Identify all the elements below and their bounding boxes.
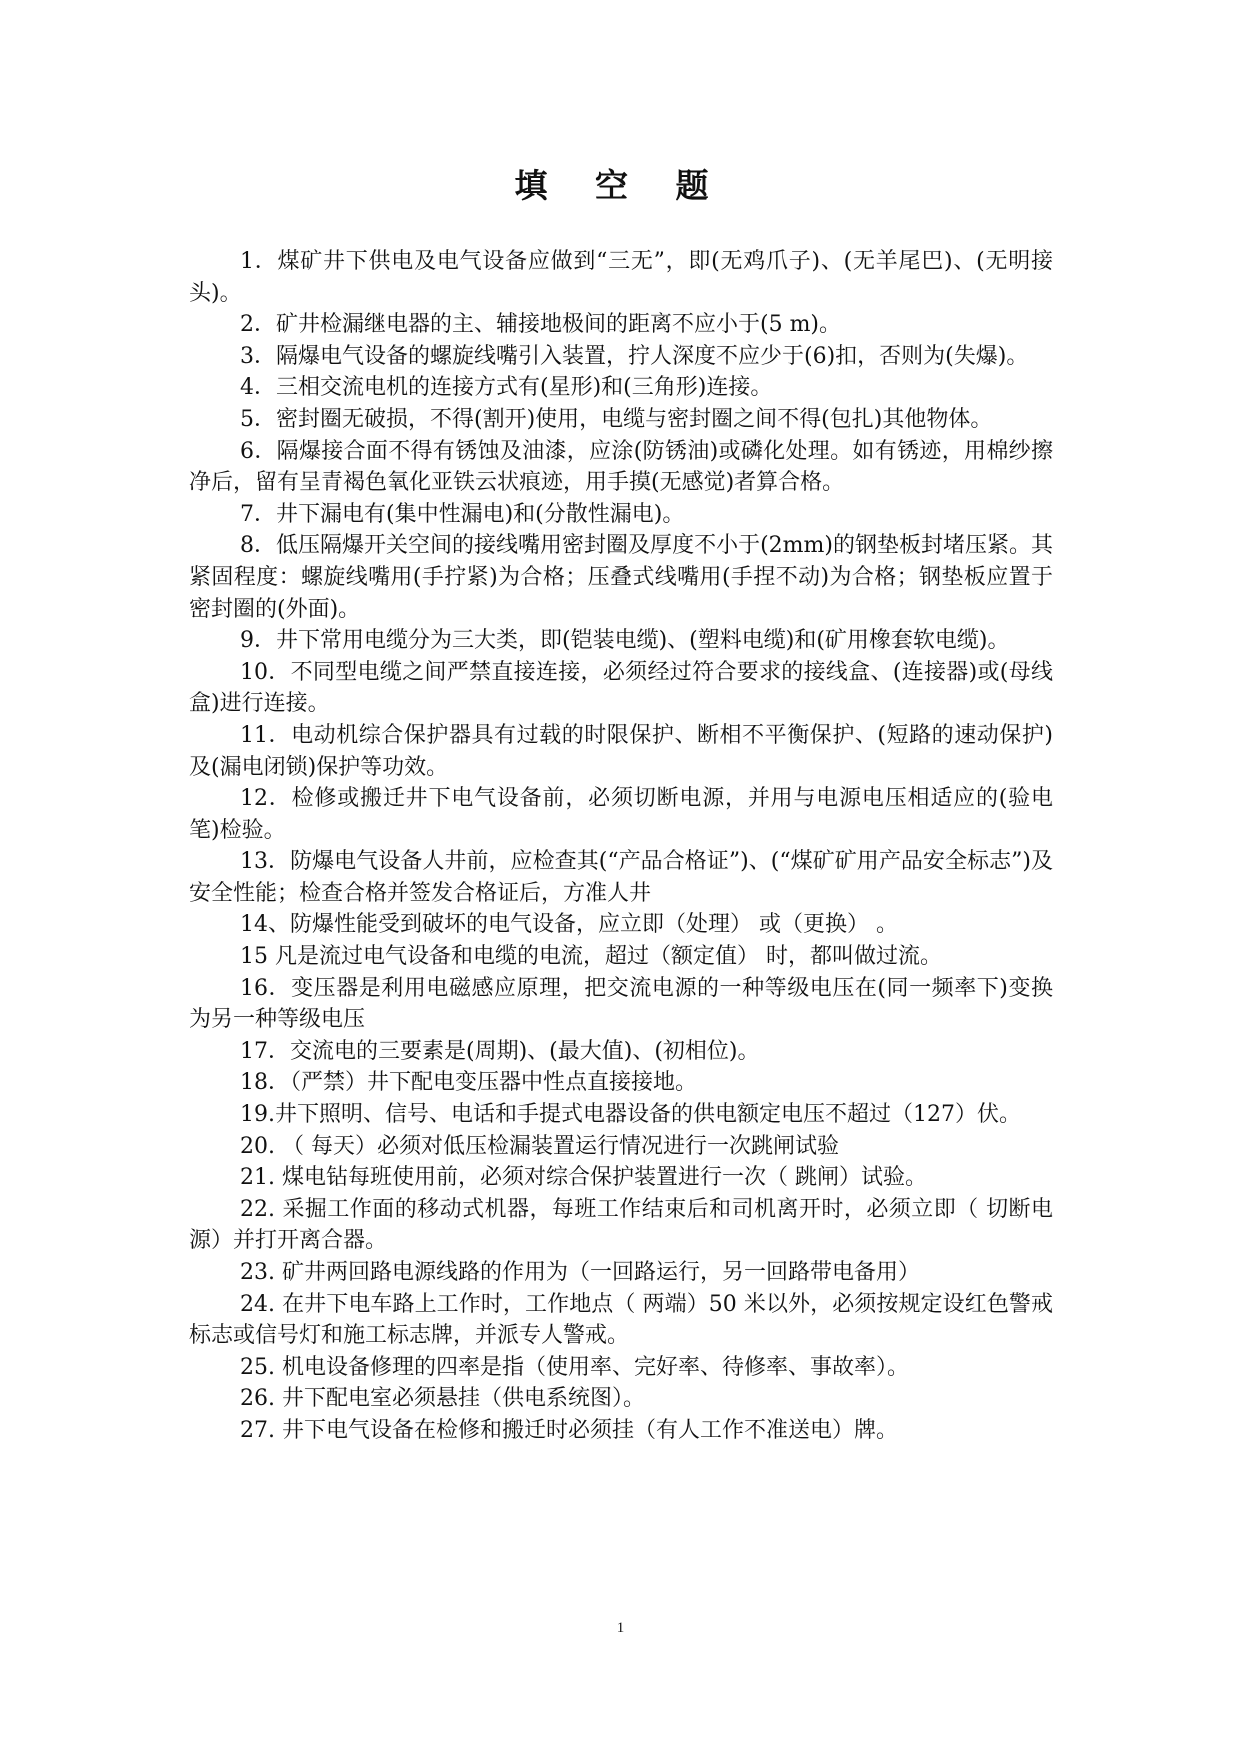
question-item-14: 14、防爆性能受到破坏的电气设备，应立即（处理） 或（更换） 。 bbox=[240, 912, 898, 938]
question-item-20: 20. （ 每天）必须对低压检漏装置运行情况进行一次跳闸试验 bbox=[240, 1133, 839, 1159]
question-item-2: 2．矿井检漏继电器的主、辅接地极间的距离不应小于(5 m)。 bbox=[240, 312, 842, 338]
question-item-11: 11．电动机综合保护器具有过载的时限保护、断相不平衡保护、(短路的速动保护)及(漏电闭锁)保护等功效。 bbox=[189, 722, 1053, 780]
question-item-25: 25. 机电设备修理的四率是指（使用率、完好率、待修率、事故率）。 bbox=[240, 1354, 909, 1380]
question-item-12: 12．检修或搬迁井下电气设备前，必须切断电源，并用与电源电压相适应的(验电笔)检验。 bbox=[189, 786, 1053, 843]
page-number: 1 bbox=[616, 1620, 625, 1636]
question-item-18: 18．（严禁）井下配电变压器中性点直接接地。 bbox=[240, 1070, 697, 1096]
question-item-26: 26. 井下配电室必须悬挂（供电系统图）。 bbox=[240, 1386, 645, 1412]
question-item-27: 27. 井下电气设备在检修和搬迁时必须挂（有人工作不准送电）牌。 bbox=[240, 1417, 898, 1443]
question-item-16: 16．变压器是利用电磁感应原理，把交流电源的一种等级电压在(同一频率下)变换为另一种等级电压 bbox=[189, 975, 1053, 1033]
question-item-6: 6．隔爆接合面不得有锈蚀及油漆，应涂(防锈油)或磷化处理。如有锈迹，用棉纱擦净后，留有呈青褐色氧化亚铁云状痕迹，用手摸(无感觉)者算合格。 bbox=[189, 438, 1053, 496]
question-item-15: 15 凡是流过电气设备和电缆的电流，超过（额定值） 时，都叫做过流。 bbox=[240, 944, 942, 970]
question-item-24: 24. 在井下电车路上工作时，工作地点（ 两端）50 米以外，必须按规定设红色警戒标志或信号灯和施工标志牌，并派专人警戒。 bbox=[189, 1291, 1053, 1349]
question-item-9: 9．井下常用电缆分为三大类，即(铠装电缆)、(塑料电缆)和(矿用橡套软电缆)。 bbox=[240, 628, 1010, 654]
question-item-4: 4．三相交流电机的连接方式有(星形)和(三角形)连接。 bbox=[240, 375, 773, 401]
question-list bbox=[189, 246, 1053, 1447]
question-item-22: 22. 采掘工作面的移动式机器，每班工作结束后和司机离开时，必须立即（ 切断电源）并打开离合器。 bbox=[189, 1196, 1053, 1254]
question-item-13: 13．防爆电气设备人井前，应检查其(“产品合格证”)、(“煤矿矿用产品安全标志”)及安全性能；检查合格并签发合格证后，方准人井 bbox=[189, 849, 1053, 906]
question-item-19: 19.井下照明、信号、电话和手提式电器设备的供电额定电压不超过（127）伏。 bbox=[240, 1102, 1021, 1128]
question-item-7: 7．井下漏电有(集中性漏电)和(分散性漏电)。 bbox=[240, 501, 685, 527]
question-item-17: 17．交流电的三要素是(周期)、(最大值)、(初相位)。 bbox=[240, 1038, 760, 1064]
question-item-21: 21. 煤电钻每班使用前，必须对综合保护装置进行一次（ 跳闸）试验。 bbox=[240, 1165, 927, 1191]
page-title: 填 空 题 bbox=[514, 166, 727, 205]
question-item-5: 5．密封圈无破损，不得(割开)使用，电缆与密封圈之间不得(包扎)其他物体。 bbox=[240, 406, 993, 432]
question-item-1: 1．煤矿井下供电及电气设备应做到“三无”，即(无鸡爪子)、(无羊尾巴)、(无明接头)。 bbox=[189, 249, 1053, 306]
question-item-8: 8．低压隔爆开关空间的接线嘴用密封圈及厚度不小于(2mm)的钢垫板封堵压紧。其紧固程度：螺旋线嘴用(手拧紧)为合格；压叠式线嘴用(手捏不动)为合格；钢垫板应置于密封圈的(外面)。 bbox=[189, 533, 1053, 622]
question-item-23: 23. 矿井两回路电源线路的作用为（一回路运行，另一回路带电备用） bbox=[240, 1260, 920, 1285]
question-item-10: 10．不同型电缆之间严禁直接连接，必须经过符合要求的接线盒、(连接器)或(母线盒)进行连接。 bbox=[189, 659, 1053, 717]
question-item-3: 3．隔爆电气设备的螺旋线嘴引入装置，拧人深度不应少于(6)扣，否则为(失爆)。 bbox=[240, 343, 1029, 369]
